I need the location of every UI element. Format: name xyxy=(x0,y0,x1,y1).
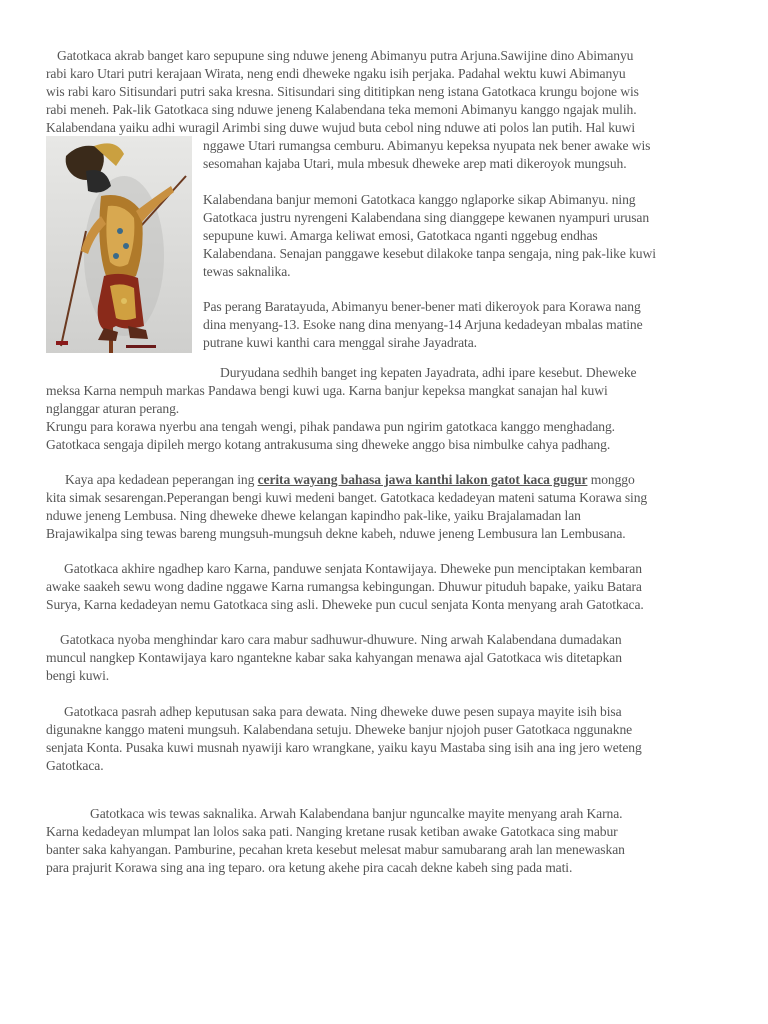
text-line: Gatotkaca sengaja dipileh mergo kotang antrakusuma sing dheweke anggo bisa nimbulke cahya padhang. xyxy=(46,437,611,452)
text-line: banter saka kahyangan. Pamburine, pecahan kreta kesebut melesat mabur samubarang arah lan menewaskan xyxy=(46,842,625,857)
text-line: nduwe jeneng Lembusa. Ning dheweke dhewe kelangan kapindho pak-like, yaiku Brajalamadan lan xyxy=(46,508,581,523)
paragraph-9 xyxy=(46,805,625,877)
text-run: Kaya apa kedadean peperangan ing xyxy=(65,472,258,487)
text-line: Gatotkaca akhire ngadhep karo Karna, panduwe senjata Kontawijaya. Dheweke pun menciptakan kembaran xyxy=(64,561,642,576)
text-line: Karna kedadeyan mlumpat lan lolos saka pati. Nanging kretane rusak ketiban awake Gatotkaca sing mabur xyxy=(46,824,618,839)
wayang-puppet-image xyxy=(46,136,192,353)
text-line: Gatotkaca nyoba menghindar karo cara mabur sadhuwur-dhuwure. Ning arwah Kalabendana dumadakan xyxy=(60,632,622,647)
story-link[interactable]: cerita wayang bahasa jawa kanthi lakon gatot kaca gugur xyxy=(257,472,588,487)
text-line: Krungu para korawa nyerbu ana tengah wengi, pihak pandawa pun ngirim gatotkaca kanggo menghadang. xyxy=(46,419,615,434)
text-line: para prajurit Korawa sing ana ing teparo. ora ketung akehe pira cacah dekne kabeh sing pada mati. xyxy=(46,860,573,875)
text-line: Kalabendana. Senajan panggawe kesebut dilakoke tanpa sengaja, ning pak-like kuwi xyxy=(203,246,656,261)
text-line: senjata Konta. Pusaka kuwi musnah nyawiji karo wrangkane, yaiku kayu Mastaba sing isih ana ing jero weteng xyxy=(46,740,642,755)
text-line: Pas perang Baratayuda, Abimanyu bener-bener mati dikeroyok para Korawa nang xyxy=(203,299,641,314)
text-line xyxy=(46,471,647,489)
paragraph-2 xyxy=(203,191,656,281)
text-line: bengi kuwi. xyxy=(46,668,110,683)
text-line: Gatotkaca. xyxy=(46,758,104,773)
text-line: putrane kuwi kanthi cara menggal sirahe Jayadrata. xyxy=(203,335,477,350)
paragraph-7 xyxy=(46,631,622,685)
text-line: meksa Karna nempuh markas Pandawa bengi kuwi uga. Karna banjur kepeksa mangkat sanajan hal kuwi xyxy=(46,383,608,398)
text-line: rabi karo Utari putri kerajaan Wirata, neng endi dheweke ngaku isih perjaka. Padahal wektu kuwi Abimanyu xyxy=(46,66,626,81)
paragraph-6 xyxy=(46,560,644,614)
wayang-illustration xyxy=(46,136,192,353)
text-line: Brajawikalpa sing tewas bareng mungsuh-mungsuh dekne kabeh, nduwe jeneng Lembusura lan Lembusana. xyxy=(46,526,626,541)
text-line: Duryudana sedhih banget ing kepaten Jayadrata, adhi ipare kesebut. Dheweke xyxy=(220,365,637,380)
text-line: Kalabendana banjur memoni Gatotkaca kanggo nglaporke sikap Abimanyu. ning xyxy=(203,192,636,207)
text-line: dina menyang-13. Esoke nang dina menyang-14 Arjuna kedadeyan mbalas matine xyxy=(203,317,643,332)
text-line: digunakne kanggo mateni mungsuh. Kalabendana setuju. Dheweke banjur njojoh puser Gatotkaca nggunakne xyxy=(46,722,633,737)
text-line: rabi meneh. Pak-lik Gatotkaca sing nduwe jeneng Kalabendana teka memoni Abimanyu kanggo ngajak mulih. xyxy=(46,102,637,117)
text-line: sesomahan kajaba Utari, mula mbesuk dheweke arep mati dikeroyok mungsuh. xyxy=(203,156,627,171)
text-line: Gatotkaca wis tewas saknalika. Arwah Kalabendana banjur nguncalke mayite menyang arah Karna. xyxy=(90,806,623,821)
text-line: Surya, Karna kedadeyan nemu Gatotkaca sing asli. Dheweke pun cucul senjata Konta menyang arah Gatotkaca. xyxy=(46,597,644,612)
paragraph-8 xyxy=(46,703,642,775)
text-line: kita simak sesarengan.Peperangan bengi kuwi medeni banget. Gatotkaca kedadeyan mateni satuma Korawa sing xyxy=(46,490,648,505)
paragraph-3 xyxy=(203,298,643,352)
text-line: nglanggar aturan perang. xyxy=(46,401,180,416)
text-line: Gatotkaca justru nyrengeni Kalabendana sing dianggepe kewanen nyampuri urusan xyxy=(203,210,650,225)
text-line: tewas saknalika. xyxy=(203,264,291,279)
text-line: sepupune kuwi. Amarga keliwat emosi, Gatotkaca nganti nggebug endhas xyxy=(203,228,598,243)
text-line: Kalabendana yaiku adhi wuragil Arimbi sing duwe wujud buta cebol ning nduwe ati polos lan putih. Hal kuwi xyxy=(46,120,636,135)
text-line: Gatotkaca akrab banget karo sepupune sing nduwe jeneng Abimanyu putra Arjuna.Sawijine dino Abimanyu xyxy=(57,48,634,63)
paragraph-1 xyxy=(46,47,639,137)
text-line: wis rabi karo Sitisundari putri saka kresna. Sitisundari sing dititipkan neng istana Gatotkaca krungu bojone wis xyxy=(46,84,639,99)
paragraph-5 xyxy=(46,471,647,543)
text-line: awake saakeh sewu wong dadine nggawe Karna rumangsa kebingungan. Dhuwur pituduh bapake, yaiku Batara xyxy=(46,579,642,594)
paragraph-4 xyxy=(46,364,637,454)
paragraph-1-continuation xyxy=(203,137,650,173)
text-line: Gatotkaca pasrah adhep keputusan saka para dewata. Ning dheweke duwe pesen supaya mayite isih bisa xyxy=(64,704,622,719)
text-run: monggo xyxy=(587,472,635,487)
text-line: muncul nangkep Kontawijaya karo ngantekne kabar saka kahyangan menawa ajal Gatotkaca wis ditetapkan xyxy=(46,650,622,665)
text-line: nggawe Utari rumangsa cemburu. Abimanyu kepeksa nyupata nek bener awake wis xyxy=(203,138,651,153)
